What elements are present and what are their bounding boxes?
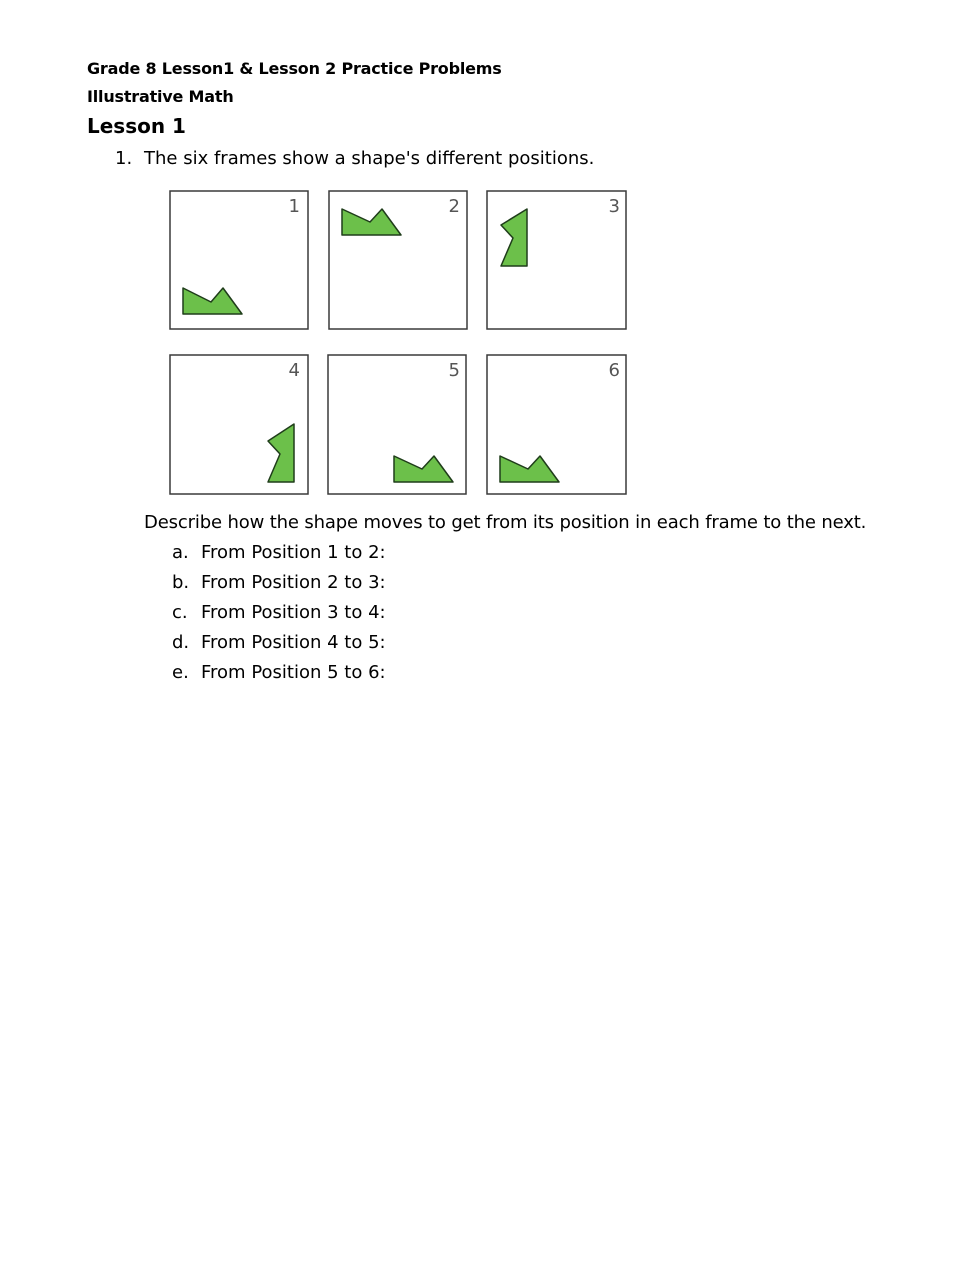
frame-6 [487, 355, 626, 494]
part-letter: b. [172, 572, 190, 593]
frame-4 [170, 355, 308, 494]
part-text: From Position 5 to 6: [201, 662, 386, 683]
frame-label: 2 [448, 196, 460, 217]
frame-label: 6 [608, 360, 620, 381]
frame-label: 5 [448, 360, 460, 381]
lesson-heading: Lesson 1 [87, 114, 186, 138]
part-text: From Position 2 to 3: [201, 572, 386, 593]
frame-1 [170, 191, 308, 329]
frame-label: 1 [288, 196, 300, 217]
part-text: From Position 3 to 4: [201, 602, 386, 623]
question-number: 1. [115, 148, 133, 169]
part-text: From Position 4 to 5: [201, 632, 386, 653]
frame-2 [329, 191, 467, 329]
frame-label: 4 [288, 360, 300, 381]
part-letter: d. [172, 632, 190, 653]
part-text: From Position 1 to 2: [201, 542, 386, 563]
frames-figure [0, 0, 979, 520]
describe-prompt: Describe how the shape moves to get from its position in each frame to the next. [144, 512, 867, 533]
document-subtitle: Illustrative Math [87, 87, 234, 106]
frame-5 [328, 355, 466, 494]
frame-label: 3 [608, 196, 620, 217]
part-letter: e. [172, 662, 189, 683]
document-title: Grade 8 Lesson1 & Lesson 2 Practice Problems [87, 59, 502, 78]
part-letter: a. [172, 542, 189, 563]
part-letter: c. [172, 602, 188, 623]
question-prompt: The six frames show a shape's different positions. [144, 148, 595, 169]
frame-3 [487, 191, 626, 329]
